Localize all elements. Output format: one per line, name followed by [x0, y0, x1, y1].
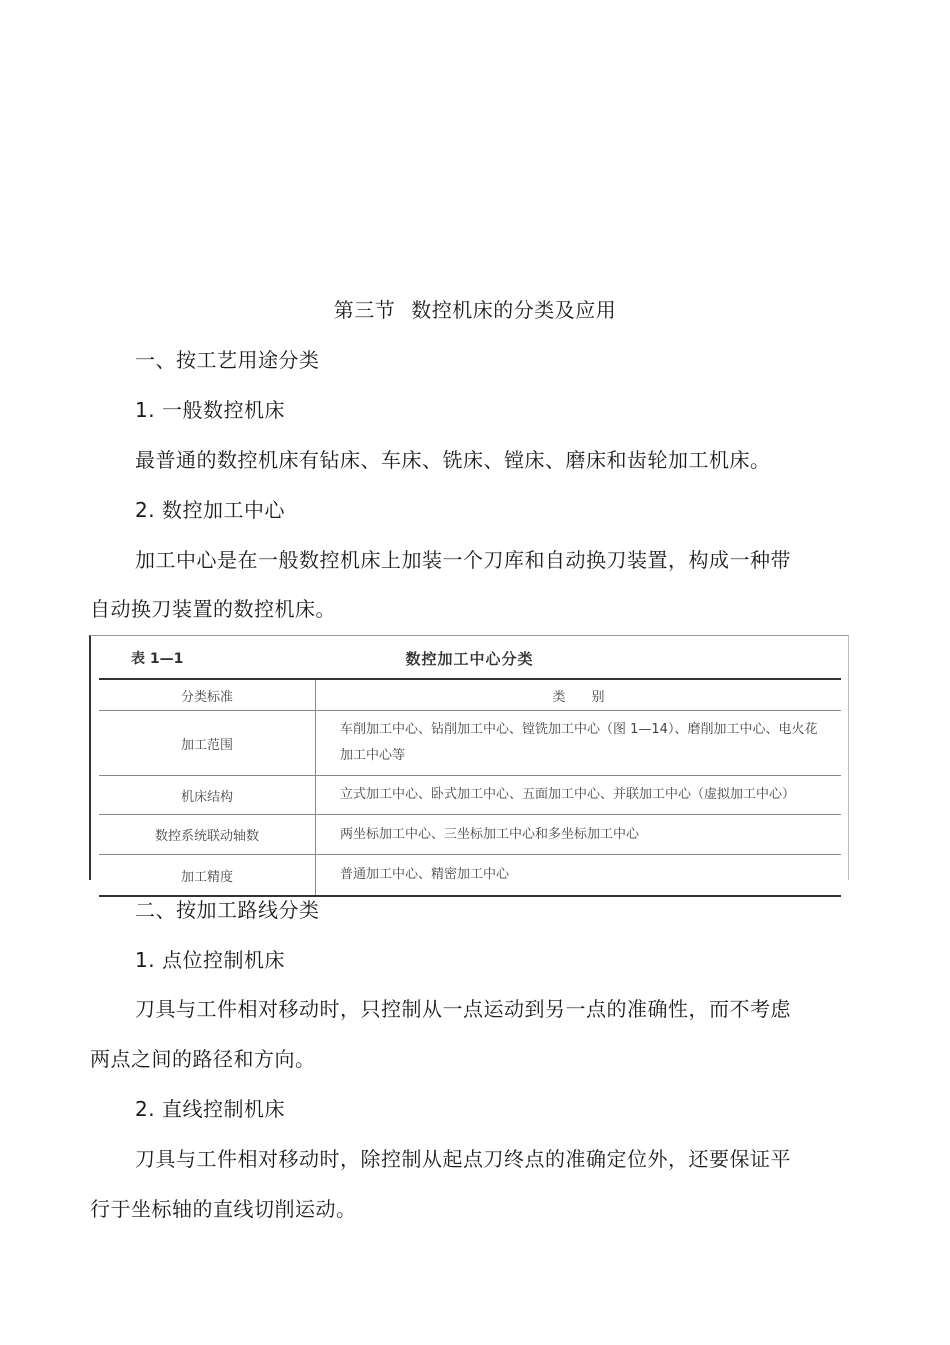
item-machining-center: 2. 数控加工中心 — [135, 498, 285, 522]
paragraph-line-control-line2: 行于坐标轴的直线切削运动。 — [90, 1197, 357, 1221]
row-standard: 机床结构 — [99, 776, 316, 815]
row-standard: 加工精度 — [99, 855, 316, 897]
header-standard: 分类标准 — [99, 679, 316, 711]
table-row — [99, 711, 841, 776]
heading-machining-path: 二、按加工路线分类 — [135, 898, 320, 922]
table-row — [99, 776, 841, 815]
paragraph-machining-center-line1: 加工中心是在一般数控机床上加装一个刀库和自动换刀装置，构成一种带 — [135, 548, 791, 572]
section-name: 数控机床的分类及应用 — [411, 298, 617, 322]
row-standard: 数控系统联动轴数 — [99, 815, 316, 855]
paragraph-general-cnc: 最普通的数控机床有钻床、车床、铣床、镗床、磨床和齿轮加工机床。 — [135, 448, 771, 472]
paragraph-point-control-line2: 两点之间的路径和方向。 — [90, 1047, 316, 1071]
table-number: 表 1—1 — [131, 651, 184, 667]
row-categories: 车削加工中心、钻削加工中心、镗铣加工中心（图 1—14）、磨削加工中心、电火花加工中心等 — [316, 711, 842, 776]
row-categories: 两坐标加工中心、三坐标加工中心和多坐标加工中心 — [316, 815, 842, 855]
paragraph-point-control-line1: 刀具与工件相对移动时，只控制从一点运动到另一点的准确性，而不考虑 — [135, 997, 791, 1021]
heading-process-use: 一、按工艺用途分类 — [135, 348, 320, 372]
table-figure — [89, 635, 849, 885]
section-number: 第三节 — [333, 298, 396, 322]
header-category: 类 别 — [316, 679, 842, 711]
row-standard: 加工范围 — [99, 711, 316, 776]
row-categories: 普通加工中心、精密加工中心 — [316, 855, 842, 897]
table-row — [99, 815, 841, 855]
table-row — [99, 855, 841, 897]
section-title — [0, 298, 950, 322]
paragraph-line-control-line1: 刀具与工件相对移动时，除控制从起点刀终点的准确定位外，还要保证平 — [135, 1147, 791, 1171]
item-point-control: 1. 点位控制机床 — [135, 948, 285, 972]
paragraph-machining-center-line2: 自动换刀装置的数控机床。 — [90, 597, 336, 621]
item-line-control: 2. 直线控制机床 — [135, 1097, 285, 1121]
item-general-cnc: 1. 一般数控机床 — [135, 398, 285, 422]
classification-table — [99, 678, 841, 897]
table-title: 数控加工中心分类 — [405, 650, 534, 668]
table-header-row — [99, 679, 841, 711]
row-categories: 立式加工中心、卧式加工中心、五面加工中心、并联加工中心（虚拟加工中心） — [316, 776, 842, 815]
